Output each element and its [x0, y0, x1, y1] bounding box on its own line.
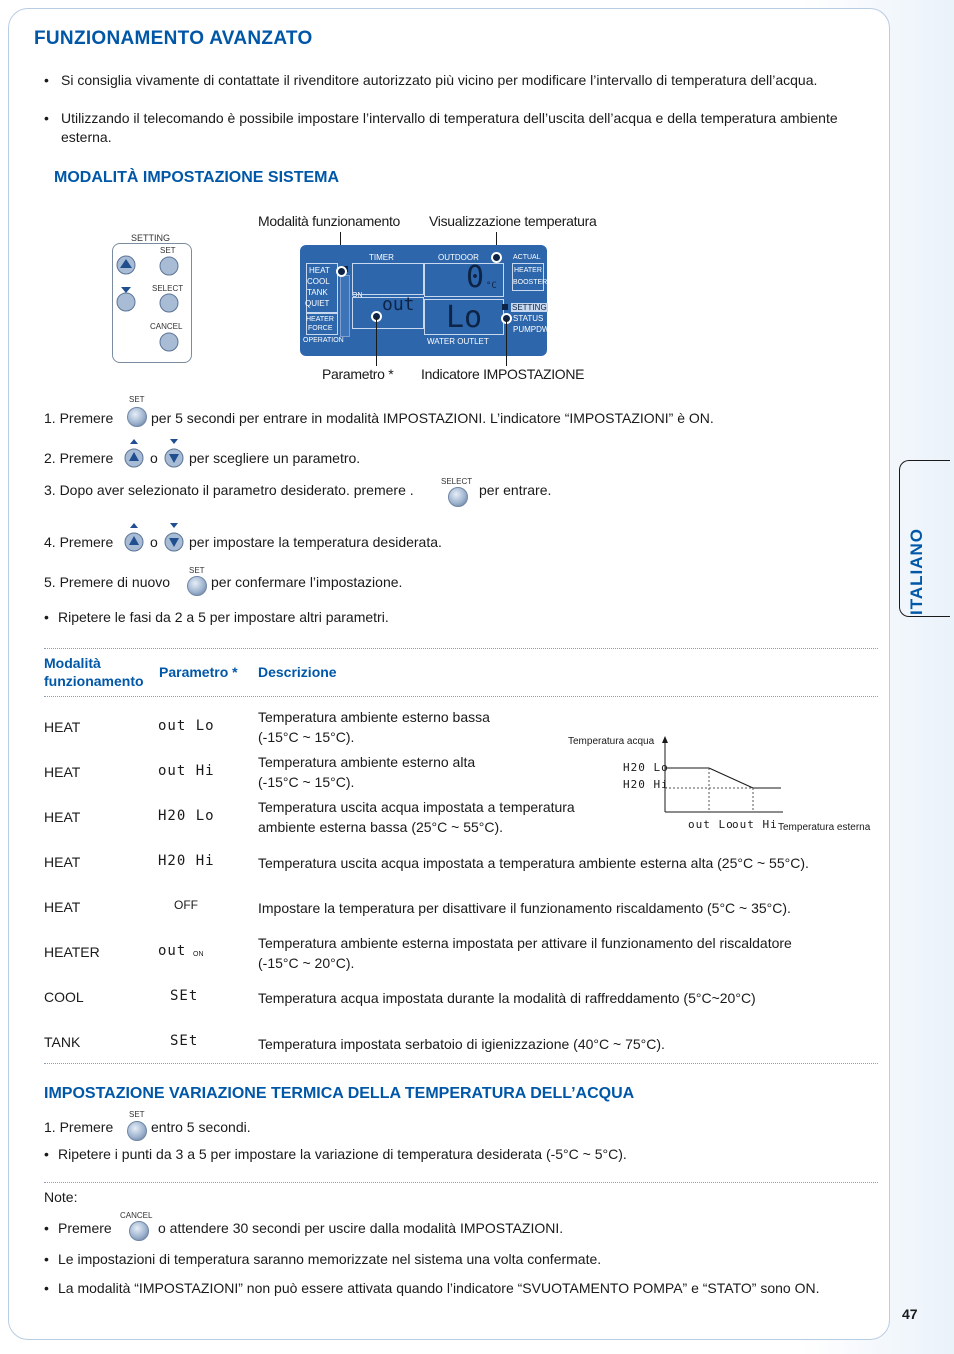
table-row-desc: Temperatura uscita acqua impostata a temperatura [258, 799, 575, 815]
language-tab-label: ITALIANO [907, 527, 926, 615]
lcd-heat: HEAT [309, 266, 330, 275]
bullet-dot: • [44, 609, 49, 625]
table-row-param: H20 Hi [158, 853, 215, 869]
table-row-desc: Temperatura ambiente esterno bassa [258, 709, 490, 725]
table-row-param-sub: ON [193, 951, 204, 958]
table-row-desc: Temperatura ambiente esterno alta [258, 754, 476, 770]
table-header-desc: Descrizione [258, 664, 337, 680]
step-5-b: per confermare l’impostazione. [211, 574, 403, 590]
table-row-param: H20 Lo [158, 808, 215, 824]
chart-y-arrow [662, 736, 668, 743]
step-1-btn-label: SET [129, 395, 145, 404]
subsection-title-variation: IMPOSTAZIONE VARIAZIONE TERMICA DELLA TEMPERATURA DELL’ACQUA [44, 1085, 635, 1102]
lcd-status: STATUS [513, 314, 544, 323]
table-row-param: OFF [174, 898, 198, 912]
table-divider-bottom [44, 1063, 878, 1064]
note-1-btn-label: CANCEL [120, 1211, 153, 1220]
step-5-a: 5. Premere di nuovo [44, 574, 171, 590]
chart-x-hi: out Hi [732, 818, 778, 831]
lcd-outdoor-box [424, 263, 504, 297]
table-row-desc: Temperatura ambiente esterna impostata per attivare il funzionamento del riscaldatore [258, 935, 792, 951]
lcd-pumpdw: PUMPDW [513, 325, 550, 334]
down-button-icon [164, 522, 184, 554]
table-row-mode: HEAT [44, 809, 81, 825]
table-row-param: out Hi [158, 763, 215, 779]
table-row-desc: Temperatura impostata serbatoio di igienizzazione (40°C ~ 75°C). [258, 1036, 665, 1052]
table-row-desc: (-15°C ~ 15°C). [258, 729, 355, 745]
subsection-title-system: MODALITÀ IMPOSTAZIONE SISTEMA [54, 169, 340, 186]
lcd-actual: ACTUAL [513, 254, 541, 261]
note-1-b: o attendere 30 secondi per uscire dalla modalità IMPOSTAZIONI. [158, 1220, 564, 1236]
lcd-heater-booster-2: BOOSTER [513, 279, 548, 286]
intro-bullet-1: Si consiglia vivamente di contattate il rivenditore autorizzato più vicino per modificare l’intervallo di temperatura dell’acqua. [61, 72, 818, 88]
lcd-on: ON [352, 292, 363, 299]
step-2-b: per scegliere un parametro. [189, 450, 361, 466]
table-row-mode: HEAT [44, 764, 81, 780]
cancel-button-icon [160, 333, 178, 351]
table-row-mode: HEAT [44, 854, 81, 870]
select-button-icon [160, 294, 178, 312]
bullet-dot: • [44, 110, 49, 126]
notes-title: Note: [44, 1189, 78, 1205]
table-row-mode: HEATER [44, 944, 100, 960]
lcd-water-outlet: WATER OUTLET [427, 337, 489, 346]
lcd-unit: °C [486, 281, 497, 291]
lcd-setting-indicator [502, 304, 508, 310]
callout-mode: Modalità funzionamento [258, 213, 401, 229]
remote-select-label: SELECT [152, 284, 184, 293]
note-1-a: Premere [58, 1220, 112, 1236]
sub2-step-1-a: 1. Premere [44, 1119, 114, 1135]
cancel-button-icon [129, 1221, 149, 1241]
table-row-param: out Lo [158, 718, 215, 734]
lcd-setting: SETTING [512, 303, 547, 312]
lcd-mode-seg: Lo [446, 300, 483, 335]
sub2-step-1-b: entro 5 secondi. [151, 1119, 251, 1135]
lcd-outdoor: OUTDOOR [438, 253, 479, 262]
step-2-o: o [150, 450, 158, 466]
lcd-heater-booster-1: HEATER [514, 267, 542, 274]
step-2-a: 2. Premere [44, 450, 114, 466]
table-divider-top [44, 648, 878, 649]
callout-parameter: Parametro * [322, 366, 394, 382]
table-header-mode-2: funzionamento [44, 673, 144, 689]
table-row-desc: ambiente esterna bassa (25°C ~ 55°C). [258, 819, 504, 835]
step-5-btn-label: SET [189, 566, 205, 575]
lcd-quiet: QUIET [305, 299, 330, 308]
chart-y-lo: H20 Hi [623, 778, 669, 791]
bullet-dot: • [44, 1220, 49, 1236]
step-1-a: 1. Premere [44, 410, 114, 426]
step-3-b: per entrare. [479, 482, 552, 498]
table-row-desc: Temperatura uscita acqua impostata a temperatura ambiente esterna alta (25°C ~ 55°C). [258, 855, 809, 871]
lcd-operation: OPERATION [303, 337, 344, 344]
table-row-mode: HEAT [44, 899, 81, 915]
down-button-icon [117, 287, 135, 311]
callout-line-indicator [506, 319, 507, 366]
up-button-icon [124, 522, 144, 554]
lcd-display [300, 245, 550, 356]
up-button-icon [124, 438, 144, 470]
step-repeat: Ripetere le fasi da 2 a 5 per impostare altri parametri. [58, 609, 389, 625]
table-header-mode-1: Modalità [44, 655, 101, 671]
lcd-timer-box [352, 263, 424, 295]
remote-set-label: SET [160, 246, 176, 255]
table-row-desc: Impostare la temperatura per disattivare il funzionamento riscaldamento (5°C ~ 35°C). [258, 900, 791, 916]
table-row-desc: (-15°C ~ 20°C). [258, 955, 355, 971]
step-3-btn-label: SELECT [441, 477, 473, 486]
set-button-icon [187, 576, 207, 596]
section-title: FUNZIONAMENTO AVANZATO [34, 28, 313, 49]
step-4-b: per impostare la temperatura desiderata. [189, 534, 442, 550]
water-temp-chart [655, 736, 785, 816]
lcd-big-value: 0 [466, 260, 485, 295]
lcd-force: FORCE [308, 325, 333, 332]
remote-buttons [112, 243, 192, 363]
lcd-tank: TANK [307, 288, 328, 297]
step-1-b: per 5 secondi per entrare in modalità IMPOSTAZIONI. L’indicatore “IMPOSTAZIONI” è ON. [151, 410, 714, 426]
intro-bullet-2: Utilizzando il telecomando è possibile impostare l’intervallo di temperatura dell’uscita dell’acqua e della temperatura ambiente esterna. [61, 110, 838, 145]
lcd-param-seg: out [382, 294, 415, 315]
lcd-cool: COOL [307, 277, 330, 286]
callout-dot-mode [336, 266, 347, 277]
lcd-timer: TIMER [369, 253, 394, 262]
note-2: Le impostazioni di temperatura saranno memorizzate nel sistema una volta confermate. [58, 1251, 602, 1267]
table-header-param: Parametro * [159, 664, 238, 680]
table-row-mode: TANK [44, 1034, 81, 1050]
chart-ylabel: Temperatura acqua [568, 736, 655, 747]
sub2-btn-label: SET [129, 1110, 145, 1119]
set-button-icon [160, 257, 178, 275]
step-4-a: 4. Premere [44, 534, 114, 550]
table-row-mode: COOL [44, 989, 84, 1005]
callout-dot-temp [491, 252, 502, 263]
table-row-param: SEt [170, 988, 199, 1004]
bullet-dot: • [44, 1280, 49, 1296]
page-number: 47 [902, 1306, 918, 1322]
notes-divider [44, 1182, 878, 1183]
bullet-dot: • [44, 1146, 49, 1162]
set-button-icon [127, 1121, 147, 1141]
note-3: La modalità “IMPOSTAZIONI” non può essere attivata quando l’indicatore “SVUOTAMENTO POMPA” e “STATO” sono ON. [58, 1280, 820, 1296]
lcd-heater: HEATER [306, 316, 334, 323]
table-divider-header [44, 696, 878, 697]
callout-temp-display: Visualizzazione temperatura [429, 213, 597, 229]
table-row-mode: HEAT [44, 719, 81, 735]
bullet-dot: • [44, 72, 49, 88]
lcd-bar [340, 275, 350, 337]
down-button-icon [164, 438, 184, 470]
set-button-icon [127, 407, 147, 427]
bullet-dot: • [44, 1251, 49, 1267]
remote-cancel-label: CANCEL [150, 322, 183, 331]
remote-setting-label: SETTING [131, 233, 171, 243]
sub2-bullet: Ripetere i punti da 3 a 5 per impostare la variazione di temperatura desiderata (-5°C ~ 5°C). [58, 1146, 627, 1162]
step-3-a: 3. Dopo aver selezionato il parametro desiderato. premere . [44, 482, 414, 498]
step-4-o: o [150, 534, 158, 550]
callout-indicator: Indicatore IMPOSTAZIONE [421, 366, 585, 382]
chart-line-slope [709, 768, 753, 788]
table-row-desc: Temperatura acqua impostata durante la modalità di raffreddamento (5°C~20°C) [258, 990, 756, 1006]
table-row-desc: (-15°C ~ 15°C). [258, 774, 355, 790]
chart-y-hi: H20 Lo [623, 761, 669, 774]
table-row-param: out [158, 943, 187, 959]
up-button-icon [117, 256, 135, 274]
callout-line-param [376, 317, 377, 366]
select-button-icon [448, 487, 468, 507]
table-row-param: SEt [170, 1033, 199, 1049]
chart-xlabel: Temperatura esterna [778, 822, 871, 833]
chart-x-lo: out Lo [688, 818, 734, 831]
